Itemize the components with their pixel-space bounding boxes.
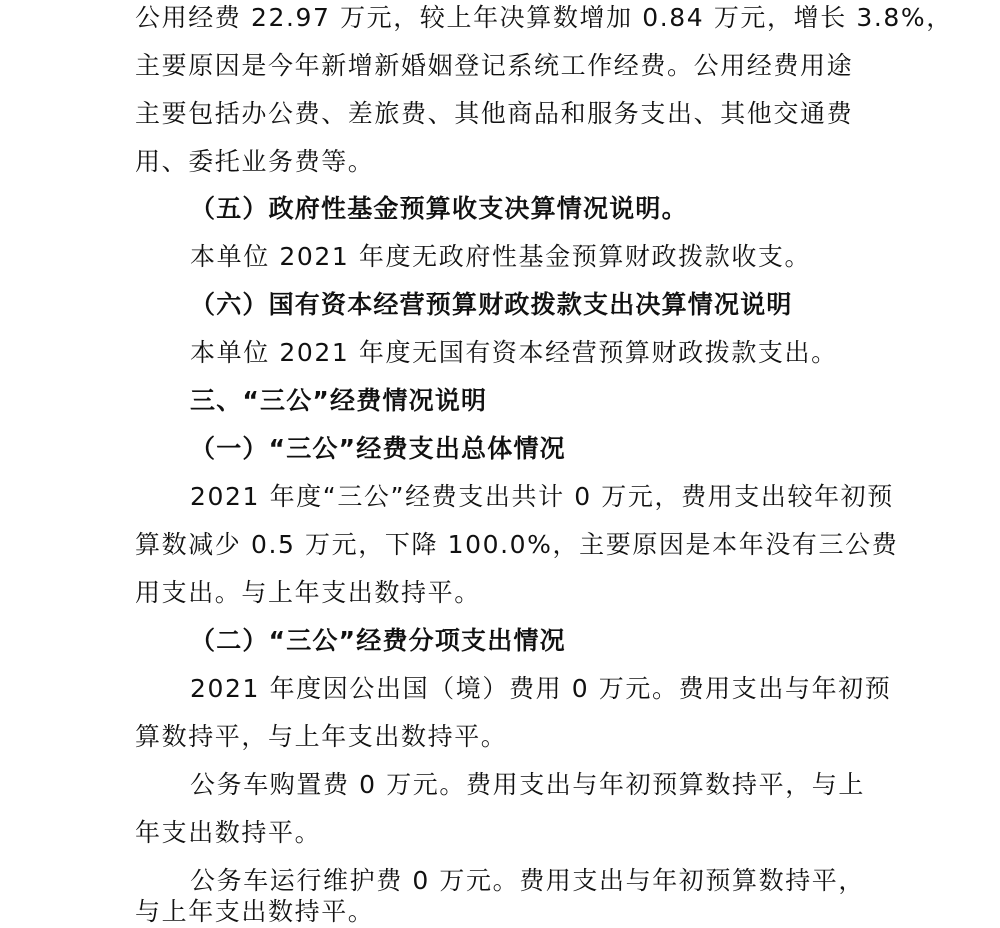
subsection-heading-2: （二）“三公”经费分项支出情况 <box>190 626 566 655</box>
text-line: 本单位 2021 年度无政府性基金预算财政拨款收支。 <box>190 242 812 271</box>
text-line: 2021 年度“三公”经费支出共计 0 万元，费用支出较年初预 <box>190 482 894 511</box>
text-line: 公用经费 22.97 万元，较上年决算数增加 0.84 万元，增长 3.8%， <box>135 3 953 32</box>
text-line: 主要原因是今年新增新婚姻登记系统工作经费。公用经费用途 <box>135 51 854 80</box>
text-line: 本单位 2021 年度无国有资本经营预算财政拨款支出。 <box>190 338 838 367</box>
text-line: 算数持平，与上年支出数持平。 <box>135 722 508 751</box>
text-line: 用、委托业务费等。 <box>135 147 375 176</box>
chapter-heading-3: 三、“三公”经费情况说明 <box>190 386 488 415</box>
text-line: 公务车购置费 0 万元。费用支出与年初预算数持平，与上 <box>190 770 866 799</box>
subsection-heading-1: （一）“三公”经费支出总体情况 <box>190 434 566 463</box>
text-line: 用支出。与上年支出数持平。 <box>135 578 481 607</box>
text-line: 年支出数持平。 <box>135 818 322 847</box>
section-heading-6: （六）国有资本经营预算财政拨款支出决算情况说明 <box>190 290 793 319</box>
text-line: 主要包括办公费、差旅费、其他商品和服务支出、其他交通费 <box>135 99 854 128</box>
section-heading-5: （五）政府性基金预算收支决算情况说明。 <box>190 194 688 223</box>
text-line: 算数减少 0.5 万元，下降 100.0%，主要原因是本年没有三公费 <box>135 530 899 559</box>
text-line: 与上年支出数持平。 <box>135 897 375 926</box>
text-line: 2021 年度因公出国（境）费用 0 万元。费用支出与年初预 <box>190 674 892 703</box>
text-line: 公务车运行维护费 0 万元。费用支出与年初预算数持平， <box>190 866 866 895</box>
